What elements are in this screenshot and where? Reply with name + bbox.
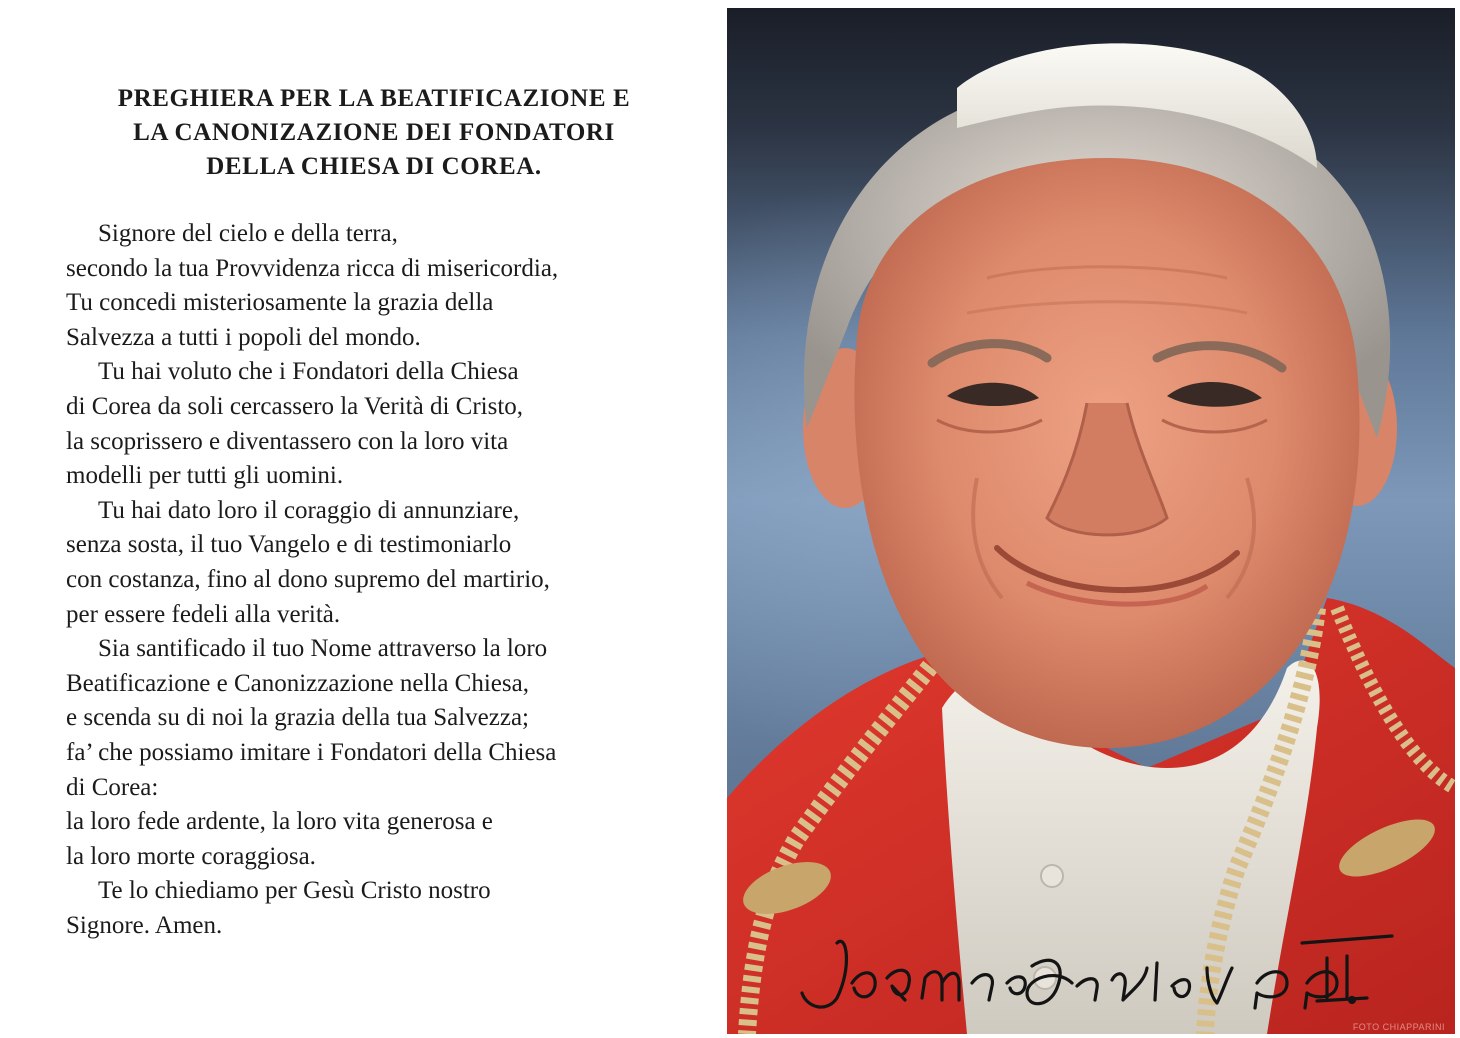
photo-credit: FOTO CHIAPPARINI bbox=[1352, 1022, 1445, 1032]
prayer-title bbox=[74, 82, 674, 184]
prayer-line: fa’ che possiamo imitare i Fondatori della Chiesa bbox=[66, 738, 557, 766]
prayer-line: la loro morte coraggiosa. bbox=[66, 842, 316, 870]
prayer-text-column bbox=[66, 82, 686, 943]
prayer-line: Tu hai voluto che i Fondatori della Chiesa bbox=[98, 358, 519, 386]
pope-portrait-photo bbox=[727, 8, 1455, 1034]
prayer-line: Tu concedi misteriosamente la grazia della bbox=[66, 289, 494, 317]
portrait-illustration bbox=[727, 8, 1455, 1034]
prayer-line: Signore. Amen. bbox=[66, 911, 223, 939]
prayer-line: la loro fede ardente, la loro vita generosa e bbox=[66, 808, 493, 836]
prayer-line: secondo la tua Provvidenza ricca di misericordia, bbox=[66, 254, 559, 282]
prayer-line: e scenda su di noi la grazia della tua Salvezza; bbox=[66, 704, 529, 732]
prayer-line: Salvezza a tutti i popoli del mondo. bbox=[66, 323, 421, 351]
prayer-line: senza sosta, il tuo Vangelo e di testimoniarlo bbox=[66, 531, 512, 559]
prayer-line: la scoprissero e diventassero con la loro vita bbox=[66, 427, 509, 455]
prayer-line: con costanza, fino al dono supremo del martirio, bbox=[66, 565, 550, 593]
prayer-line: per essere fedeli alla verità. bbox=[66, 600, 341, 628]
prayer-line: modelli per tutti gli uomini. bbox=[66, 462, 344, 490]
prayer-title-line: PREGHIERA PER LA BEATIFICAZIONE E bbox=[117, 85, 631, 112]
prayer-title-line: LA CANONIZAZIONE DEI FONDATORI bbox=[133, 119, 615, 146]
shirt-button bbox=[1041, 865, 1063, 887]
prayer-line: Signore del cielo e della terra, bbox=[98, 220, 398, 247]
prayer-body bbox=[66, 217, 686, 943]
prayer-line: Beatificazione e Canonizzazione nella Chiesa, bbox=[66, 669, 529, 697]
prayer-line: di Corea: bbox=[66, 773, 159, 801]
prayer-line: Sia santificado il tuo Nome attraverso la loro bbox=[98, 635, 548, 663]
prayer-line: Te lo chiediamo per Gesù Cristo nostro bbox=[98, 877, 491, 905]
prayer-title-line: DELLA CHIESA DI COREA. bbox=[206, 153, 542, 180]
prayer-line: Tu hai dato loro il coraggio di annunziare, bbox=[98, 496, 520, 524]
prayer-line: di Corea da soli cercassero la Verità di Cristo, bbox=[66, 392, 524, 420]
